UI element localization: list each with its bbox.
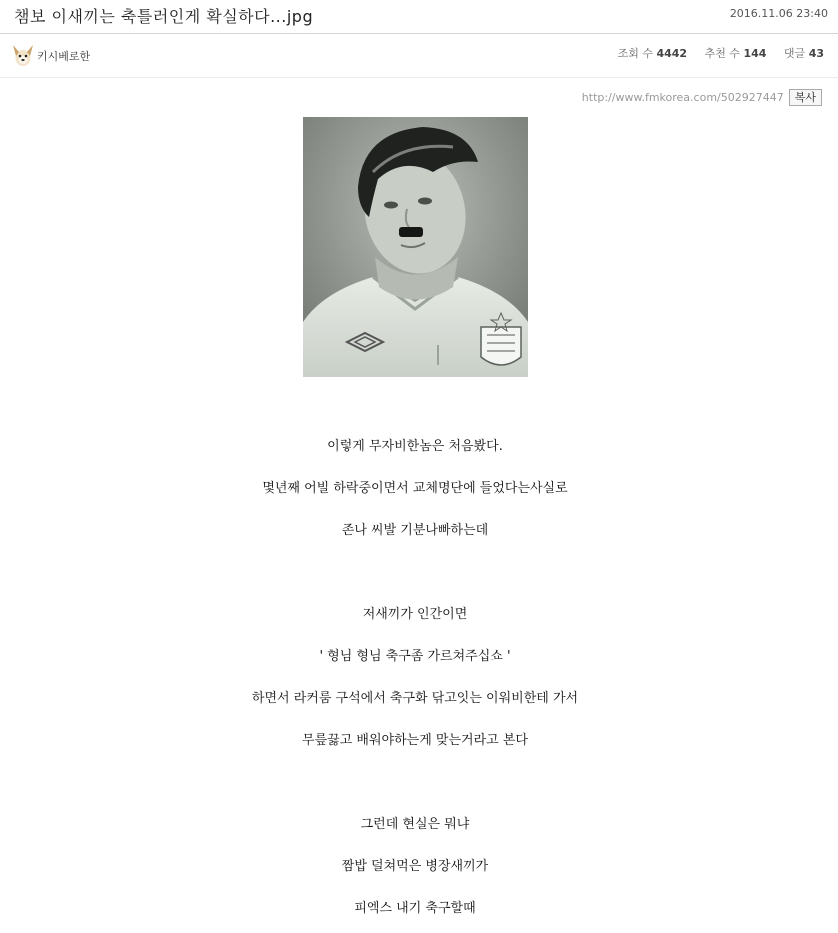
body-line: ' 형님 형님 축구좀 가르쳐주십쇼 ' (319, 649, 511, 664)
views-stat: 조회 수 4442 (617, 47, 688, 60)
body-line: 무릎끓고 배워야하는게 맞는거라고 본다 (302, 733, 528, 748)
dog-avatar-icon[interactable] (10, 43, 36, 69)
author-name[interactable]: 키시베로한 (37, 50, 91, 63)
post-meta-bar (0, 34, 838, 78)
post-title: 챔보 이새끼는 축틀러인게 확실하다...jpg (14, 7, 314, 26)
body-line: 존나 씨발 기분나빠하는데 (341, 523, 489, 538)
copy-button[interactable]: 복사 (789, 89, 822, 106)
comments-count: 43 (808, 47, 824, 60)
permalink-url[interactable]: http://www.fmkorea.com/502927447 (581, 91, 784, 104)
likes-stat: 추천 수 144 (704, 47, 767, 60)
comments-stat[interactable]: 댓글 43 (783, 47, 824, 60)
likes-count: 144 (743, 47, 767, 60)
post-photo (303, 117, 528, 377)
body-line: 하면서 라커룸 구석에서 축구화 닦고잇는 이워비한테 가서 (251, 691, 579, 706)
body-line: 짬밥 덜쳐먹은 병장새끼가 (341, 859, 489, 874)
views-count: 4442 (656, 47, 688, 60)
body-line: 피엑스 내기 축구할때 (354, 901, 476, 916)
body-line: 이렇게 무자비한놈은 처음봤다. (327, 439, 503, 454)
post-date: 2016.11.06 23:40 (729, 7, 828, 20)
permalink-row (582, 89, 822, 106)
post-header (0, 0, 838, 34)
post-stats (604, 45, 824, 61)
body-line: 저새끼가 인간이면 (362, 607, 468, 622)
body-line: 그런데 현실은 뭐냐 (360, 817, 470, 832)
body-line: 몇년째 어빌 하락중이면서 교체명단에 들었다는사실로 (262, 481, 568, 496)
